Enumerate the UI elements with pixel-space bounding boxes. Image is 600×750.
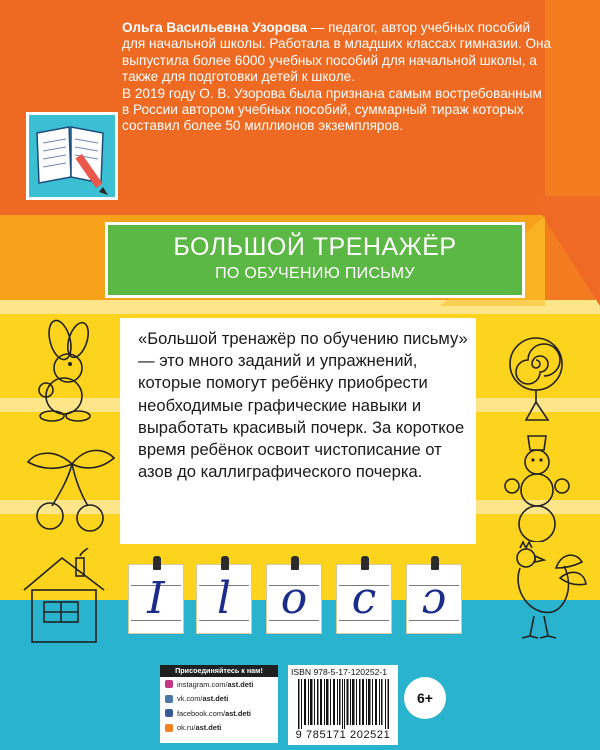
spiral-balloon-drawing <box>492 330 582 430</box>
social-header: Присоединяйтесь к нам! <box>160 665 278 677</box>
letter-card <box>196 564 252 634</box>
cherries-drawing <box>24 440 119 540</box>
notebook-pencil-icon <box>29 115 115 197</box>
social-link-handle: ast.deti <box>202 694 229 704</box>
letter-card-glyph: o <box>280 573 308 624</box>
pin-icon <box>221 556 229 570</box>
author-name: Ольга Васильевна Узорова <box>122 20 307 35</box>
title-banner <box>105 222 525 298</box>
pin-icon <box>361 556 369 570</box>
author-bio <box>122 20 552 135</box>
letter-card-glyph: I <box>147 573 165 624</box>
book-subtitle: ПО ОБУЧЕНИЮ ПИСЬМУ <box>215 265 415 282</box>
social-link-vk[interactable] <box>160 692 278 707</box>
book-title: БОЛЬШОЙ ТРЕНАЖЁР <box>173 233 457 261</box>
instagram-icon <box>165 680 173 688</box>
snowman-drawing <box>490 432 585 542</box>
ok-icon <box>165 724 173 732</box>
barcode-graphic <box>298 679 390 729</box>
isbn-digits: 9 785171 202521 <box>295 729 391 741</box>
letter-card <box>336 564 392 634</box>
letter-card <box>406 564 462 634</box>
rooster-drawing <box>490 538 590 646</box>
social-link-prefix: instagram.com/ <box>177 679 228 689</box>
notebook-tile <box>26 112 118 200</box>
book-description: «Большой тренажёр по обучению письму» — это много заданий и упражнений, которые помогут ребёнку приобрести необходимые графические навыки и выработать красивый почерк. За короткое время ребёнок освоит чистописание от азов до каллиграфического почерка. <box>138 329 468 482</box>
letter-card-glyph: ɔ <box>421 573 447 624</box>
letter-card <box>266 564 322 634</box>
letter-cards-row <box>120 552 475 638</box>
social-links-box <box>160 665 278 743</box>
description-card <box>120 318 476 544</box>
social-link-handle: ast.deti <box>227 679 254 689</box>
rabbit-drawing <box>18 318 113 428</box>
social-link-facebook[interactable] <box>160 706 278 721</box>
social-link-prefix: facebook.com/ <box>177 708 226 718</box>
social-link-prefix: vk.com/ <box>177 694 203 704</box>
author-achievement: В 2019 году О. В. Узорова была признана самым востребованным в России автором учебных пособий, суммарный тираж которых составил более 50 миллионов экземпляров. <box>122 85 542 134</box>
social-link-instagram[interactable] <box>160 677 278 692</box>
isbn-barcode-box <box>288 665 398 745</box>
isbn-label: ISBN 978-5-17-120252-1 <box>291 667 388 677</box>
letter-card <box>128 564 184 634</box>
pin-icon <box>291 556 299 570</box>
facebook-icon <box>165 709 173 717</box>
pin-icon <box>431 556 439 570</box>
author-bio-text: — педагог, автор учебных пособий для начальной школы. Работала в младших классах гимназии. Она выпустила более 6000 учебных пособий для начальной школы, а также для подготовки детей к школе. <box>122 20 552 85</box>
social-link-handle: ast.deti <box>225 708 251 718</box>
social-link-ok[interactable] <box>160 721 278 736</box>
letter-card-glyph: l <box>216 573 232 624</box>
vk-icon <box>165 695 173 703</box>
social-link-prefix: ok.ru/ <box>177 723 196 733</box>
letter-card-glyph: c <box>351 573 377 624</box>
house-drawing <box>16 548 116 648</box>
pin-icon <box>153 556 161 570</box>
social-link-handle: ast.deti <box>195 723 222 733</box>
age-rating-badge: 6+ <box>404 677 446 719</box>
